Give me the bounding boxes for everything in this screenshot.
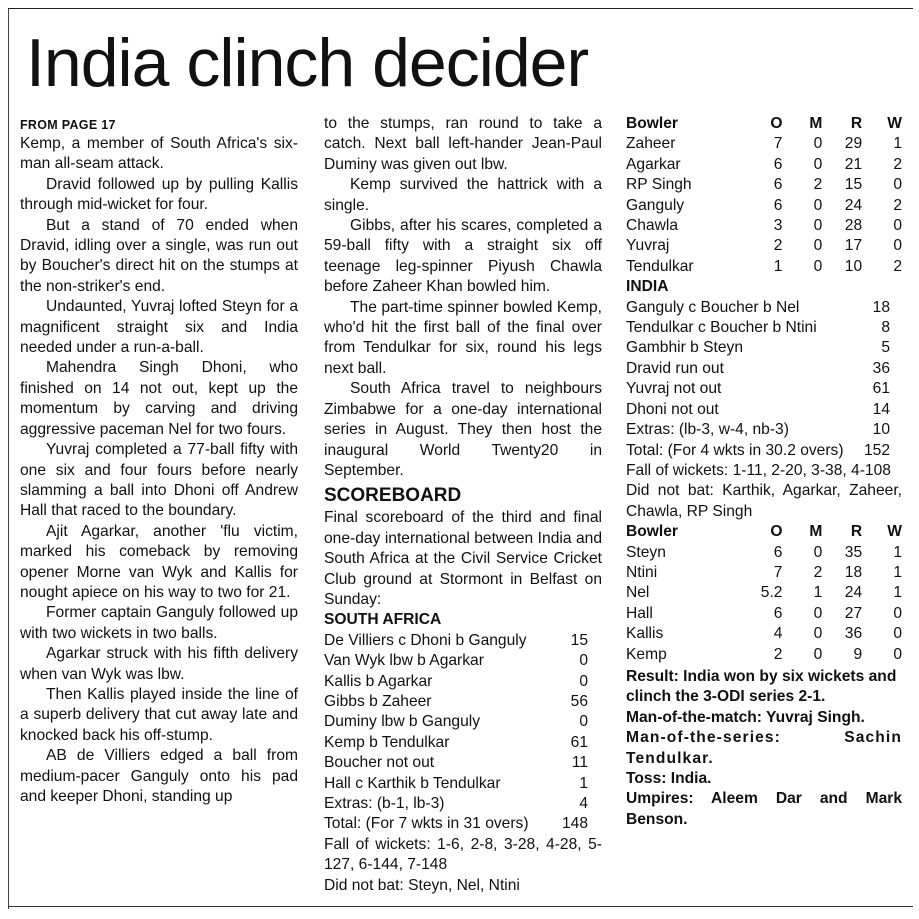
bowling-figure: 29 xyxy=(844,135,863,153)
batsman-dismissal: Extras: (b-1, lb-3) xyxy=(324,795,445,812)
bowler-name: Ganguly xyxy=(626,196,685,214)
batting-row xyxy=(324,712,602,732)
batsman-runs: 8 xyxy=(881,319,890,337)
batsman-dismissal: Gambhir b Steyn xyxy=(626,339,744,357)
bowling-figure: 0 xyxy=(893,604,902,622)
batsman-runs: 61 xyxy=(872,380,890,398)
paragraph: The part-time spinner bowled Kemp, who'd hit the first ball of the final over from Tendulkar for six, round his legs next ball. xyxy=(324,298,602,377)
kicker: FROM PAGE 17 xyxy=(20,118,116,132)
bowling-figure: 24 xyxy=(844,584,863,602)
bowling-row xyxy=(626,196,902,216)
batting-row xyxy=(626,441,902,461)
bowling-row xyxy=(626,645,902,665)
bowling-figure: 9 xyxy=(853,645,863,663)
article-column-2 xyxy=(324,114,602,896)
bowling-figure: 0 xyxy=(813,645,823,663)
bowling-figure: 7 xyxy=(773,563,783,581)
batting-row xyxy=(324,794,602,814)
bowling-row xyxy=(626,583,902,603)
toss: Toss: India. xyxy=(626,770,712,787)
bowling-row xyxy=(626,257,902,277)
bowling-figure: 0 xyxy=(813,217,823,235)
scoreboard-column-3 xyxy=(626,114,902,830)
paragraph: to the stumps, ran round to take a catch. Next ball left-hander Jean-Paul Duminy was given out lbw. xyxy=(324,115,602,173)
batsman-runs: 1 xyxy=(579,774,588,792)
bowler-name: Zaheer xyxy=(626,135,676,153)
team-heading-south-africa: SOUTH AFRICA xyxy=(324,611,442,629)
did-not-bat: Did not bat: Karthik, Agarkar, Zaheer, Chawla, RP Singh xyxy=(626,482,902,520)
batsman-dismissal: Gibbs b Zaheer xyxy=(324,692,432,710)
paragraph: Kemp survived the hattrick with a single. xyxy=(324,176,602,214)
batsman-runs: 14 xyxy=(872,400,890,418)
batting-row xyxy=(626,338,902,358)
bowling-figure: 6 xyxy=(773,604,783,622)
bowling-header-row xyxy=(626,114,902,134)
batting-row xyxy=(324,753,602,773)
batting-list-south-africa xyxy=(324,631,602,835)
bowling-figure: 2 xyxy=(773,645,783,663)
bowler-name: Kemp xyxy=(626,645,667,663)
bowling-table-india xyxy=(626,114,902,277)
batsman-dismissal: Hall c Karthik b Tendulkar xyxy=(324,774,501,792)
left-rule xyxy=(8,9,9,909)
bowler-name: Steyn xyxy=(626,543,666,561)
batsman-runs: 11 xyxy=(571,754,588,772)
bowling-figure: 2 xyxy=(813,176,823,194)
batsman-runs: 56 xyxy=(570,692,588,710)
batsman-dismissal: De Villiers c Dhoni b Ganguly xyxy=(324,631,527,649)
batsman-runs: 15 xyxy=(570,631,588,649)
batsman-runs: 0 xyxy=(579,652,588,670)
bowling-row xyxy=(626,175,902,195)
bowling-figure: 6 xyxy=(773,196,783,214)
batsman-dismissal: Dravid run out xyxy=(626,359,724,377)
bowling-header-cell: O xyxy=(770,523,783,541)
bowling-header-cell: W xyxy=(887,115,902,132)
batting-row xyxy=(324,692,602,712)
bowling-figure: 2 xyxy=(813,563,823,581)
batsman-dismissal: Kemp b Tendulkar xyxy=(324,733,450,751)
scoreboard-intro: Final scoreboard of the third and final one-day international between India and South Africa at the Civil Service Cricket Club ground at Stormont in Belfast on Sunday: xyxy=(324,509,602,608)
bowling-figure: 0 xyxy=(813,237,823,255)
man-of-the-series: Man-of-the-series: Sachin Tendulkar. xyxy=(626,729,902,767)
bowling-figure: 0 xyxy=(893,645,902,663)
bowling-row xyxy=(626,236,902,256)
bowling-figure: 27 xyxy=(844,604,863,622)
man-of-the-match: Man-of-the-match: Yuvraj Singh. xyxy=(626,708,865,726)
batting-list-india xyxy=(626,298,902,461)
bowling-figure: 1 xyxy=(893,563,902,581)
bowling-figure: 0 xyxy=(893,237,902,255)
top-rule xyxy=(8,8,913,9)
bowling-figure: 5.2 xyxy=(760,584,783,602)
bowling-figure: 0 xyxy=(893,217,902,235)
bottom-rule xyxy=(8,906,913,907)
bowling-row xyxy=(626,624,902,644)
bowling-figure: 6 xyxy=(773,543,783,561)
batting-row xyxy=(626,318,902,338)
bowling-row xyxy=(626,563,902,583)
batting-row xyxy=(324,651,602,671)
scoreboard-heading: SCOREBOARD xyxy=(324,485,462,507)
bowling-header-cell: M xyxy=(809,523,823,541)
bowling-figure: 36 xyxy=(844,625,863,643)
batsman-dismissal: Extras: (lb-3, w-4, nb-3) xyxy=(626,421,789,439)
paragraph: AB de Villiers edged a ball from medium-pacer Ganguly onto his pad and keeper Dhoni, standing up xyxy=(20,747,298,805)
batsman-dismissal: Dhoni not out xyxy=(626,400,719,418)
bowling-header-cell: R xyxy=(850,523,863,541)
batsman-dismissal: Boucher not out xyxy=(324,754,435,772)
batsman-runs: 5 xyxy=(881,339,890,357)
bowling-row xyxy=(626,134,902,154)
batsman-dismissal: Van Wyk lbw b Agarkar xyxy=(324,652,484,670)
bowler-name: Tendulkar xyxy=(626,257,694,275)
fall-of-wickets: Fall of wickets: 1-11, 2-20, 3-38, 4-108 xyxy=(626,461,891,479)
batting-row xyxy=(626,420,902,440)
bowling-figure: 3 xyxy=(773,217,783,235)
bowling-figure: 35 xyxy=(844,543,863,561)
bowling-header-cell: R xyxy=(850,115,863,132)
paragraph: Mahendra Singh Dhoni, who finished on 14 not out, kept up the momentum by carving and driving aggressive paceman Nel for two fours. xyxy=(20,359,298,438)
bowling-figure: 2 xyxy=(893,196,902,214)
batsman-runs: 0 xyxy=(579,672,588,690)
bowling-figure: 21 xyxy=(844,155,863,173)
bowling-figure: 0 xyxy=(813,135,823,153)
bowling-figure: 1 xyxy=(893,543,902,561)
bowling-figure: 28 xyxy=(844,217,863,235)
batting-row xyxy=(626,359,902,379)
bowling-header-row xyxy=(626,522,902,542)
paragraph: Then Kallis played inside the line of a superb delivery that cut away late and knocked back his off-stump. xyxy=(20,685,298,744)
bowling-figure: 0 xyxy=(813,604,823,622)
bowling-figure: 6 xyxy=(773,155,783,173)
bowling-figure: 17 xyxy=(844,237,863,255)
bowling-figure: 0 xyxy=(813,196,823,214)
bowling-figure: 1 xyxy=(813,584,823,602)
batting-row xyxy=(324,814,602,834)
paragraph: But a stand of 70 ended when Dravid, idling over a single, was run out by Boucher's direct hit on the stumps at the non-striker's end. xyxy=(20,216,298,295)
batting-row xyxy=(324,631,602,651)
batsman-runs: 61 xyxy=(570,733,588,751)
bowling-header-cell: Bowler xyxy=(626,523,678,541)
bowler-name: Ntini xyxy=(626,563,658,581)
batting-row xyxy=(324,672,602,692)
bowling-figure: 4 xyxy=(773,625,783,643)
batsman-runs: 4 xyxy=(579,795,588,812)
bowling-figure: 0 xyxy=(813,625,823,643)
did-not-bat: Did not bat: Steyn, Nel, Ntini xyxy=(324,876,520,894)
batsman-dismissal: Duminy lbw b Ganguly xyxy=(324,713,481,731)
bowling-header-cell: W xyxy=(887,523,902,541)
bowling-figure: 0 xyxy=(893,176,902,194)
batsman-dismissal: Yuvraj not out xyxy=(626,380,722,398)
umpires: Umpires: Aleem Dar and Mark Benson. xyxy=(626,790,902,828)
bowling-header-cell: O xyxy=(770,115,783,132)
bowling-header-cell: Bowler xyxy=(626,115,678,132)
bowling-figure: 6 xyxy=(773,176,783,194)
bowling-header-cell: M xyxy=(809,115,823,132)
bowler-name: Hall xyxy=(626,604,653,622)
bowling-figure: 0 xyxy=(813,543,823,561)
batsman-runs: 148 xyxy=(561,815,588,833)
bowling-figure: 15 xyxy=(844,176,863,194)
batsman-runs: 36 xyxy=(872,359,890,377)
batting-row xyxy=(626,298,902,318)
team-heading-india: INDIA xyxy=(626,278,669,296)
bowling-figure: 18 xyxy=(844,563,863,581)
paragraph: Kemp, a member of South Africa's six-man all-seam attack. xyxy=(20,135,298,173)
bowler-name: Agarkar xyxy=(626,155,681,173)
paragraph: Undaunted, Yuvraj lofted Steyn for a magnificent straight six and India needed under a run-a-ball. xyxy=(20,298,298,357)
batsman-dismissal: Tendulkar c Boucher b Ntini xyxy=(626,319,817,337)
paragraph: Dravid followed up by pulling Kallis through mid-wicket for four. xyxy=(20,175,298,214)
bowling-figure: 2 xyxy=(893,155,902,173)
paragraph: Ajit Agarkar, another 'flu victim, marked his comeback by removing opener Morne van Wyk and Kallis for nought apiece on his way to two for 21. xyxy=(20,522,298,601)
paragraph: South Africa travel to neighbours Zimbabwe for a one-day international series in August. They then host the inaugural World Twenty20 in September. xyxy=(324,380,602,479)
bowling-figure: 1 xyxy=(893,135,902,153)
bowling-row xyxy=(626,155,902,175)
bowling-row xyxy=(626,604,902,624)
fall-of-wickets: Fall of wickets: 1-6, 2-8, 3-28, 4-28, 5-127, 6-144, 7-148 xyxy=(324,835,602,874)
batsman-runs: 152 xyxy=(863,441,890,459)
bowling-figure: 1 xyxy=(773,257,783,275)
batsman-runs: 10 xyxy=(872,421,890,439)
bowling-figure: 10 xyxy=(844,257,863,275)
paragraph: Gibbs, after his scares, completed a 59-ball fifty with a straight six off teenage leg-spinner Piyush Chawla before Zaheer Khan bowled him. xyxy=(324,217,602,296)
batting-row xyxy=(324,733,602,753)
batting-row xyxy=(324,774,602,794)
bowler-name: Chawla xyxy=(626,217,679,235)
bowling-figure: 1 xyxy=(893,584,902,602)
bowling-figure: 0 xyxy=(893,625,902,643)
headline: India clinch decider xyxy=(26,25,589,101)
bowling-figure: 7 xyxy=(773,135,783,153)
batsman-dismissal: Total: (For 4 wkts in 30.2 overs) xyxy=(626,441,844,459)
bowling-row xyxy=(626,216,902,236)
paragraph: Former captain Ganguly followed up with two wickets in two balls. xyxy=(20,604,298,642)
bowling-figure: 0 xyxy=(813,257,823,275)
batsman-dismissal: Kallis b Agarkar xyxy=(324,672,433,690)
batsman-dismissal: Ganguly c Boucher b Nel xyxy=(626,298,800,316)
batsman-dismissal: Total: (For 7 wkts in 31 overs) xyxy=(324,815,529,833)
match-result: Result: India won by six wickets and clinch the 3-ODI series 2-1. xyxy=(626,667,897,706)
bowling-figure: 2 xyxy=(893,257,902,275)
bowling-table-south-africa xyxy=(626,522,902,665)
bowler-name: Kallis xyxy=(626,625,664,643)
batsman-runs: 0 xyxy=(579,713,588,731)
bowler-name: Nel xyxy=(626,584,650,602)
paragraph: Agarkar struck with his fifth delivery when van Wyk was lbw. xyxy=(20,645,298,683)
batting-row xyxy=(626,400,902,420)
bowling-figure: 24 xyxy=(844,196,863,214)
paragraph: Yuvraj completed a 77-ball fifty with one six and four fours before nearly slamming a ball into Dhoni off Andrew Hall that raced to the boundary. xyxy=(20,441,298,520)
bowler-name: Yuvraj xyxy=(626,237,670,255)
bowling-figure: 0 xyxy=(813,155,823,173)
batting-row xyxy=(626,379,902,399)
article-column-1 xyxy=(20,114,298,807)
bowling-figure: 2 xyxy=(773,237,783,255)
bowling-row xyxy=(626,543,902,563)
bowler-name: RP Singh xyxy=(626,176,692,194)
batsman-runs: 18 xyxy=(872,298,890,316)
